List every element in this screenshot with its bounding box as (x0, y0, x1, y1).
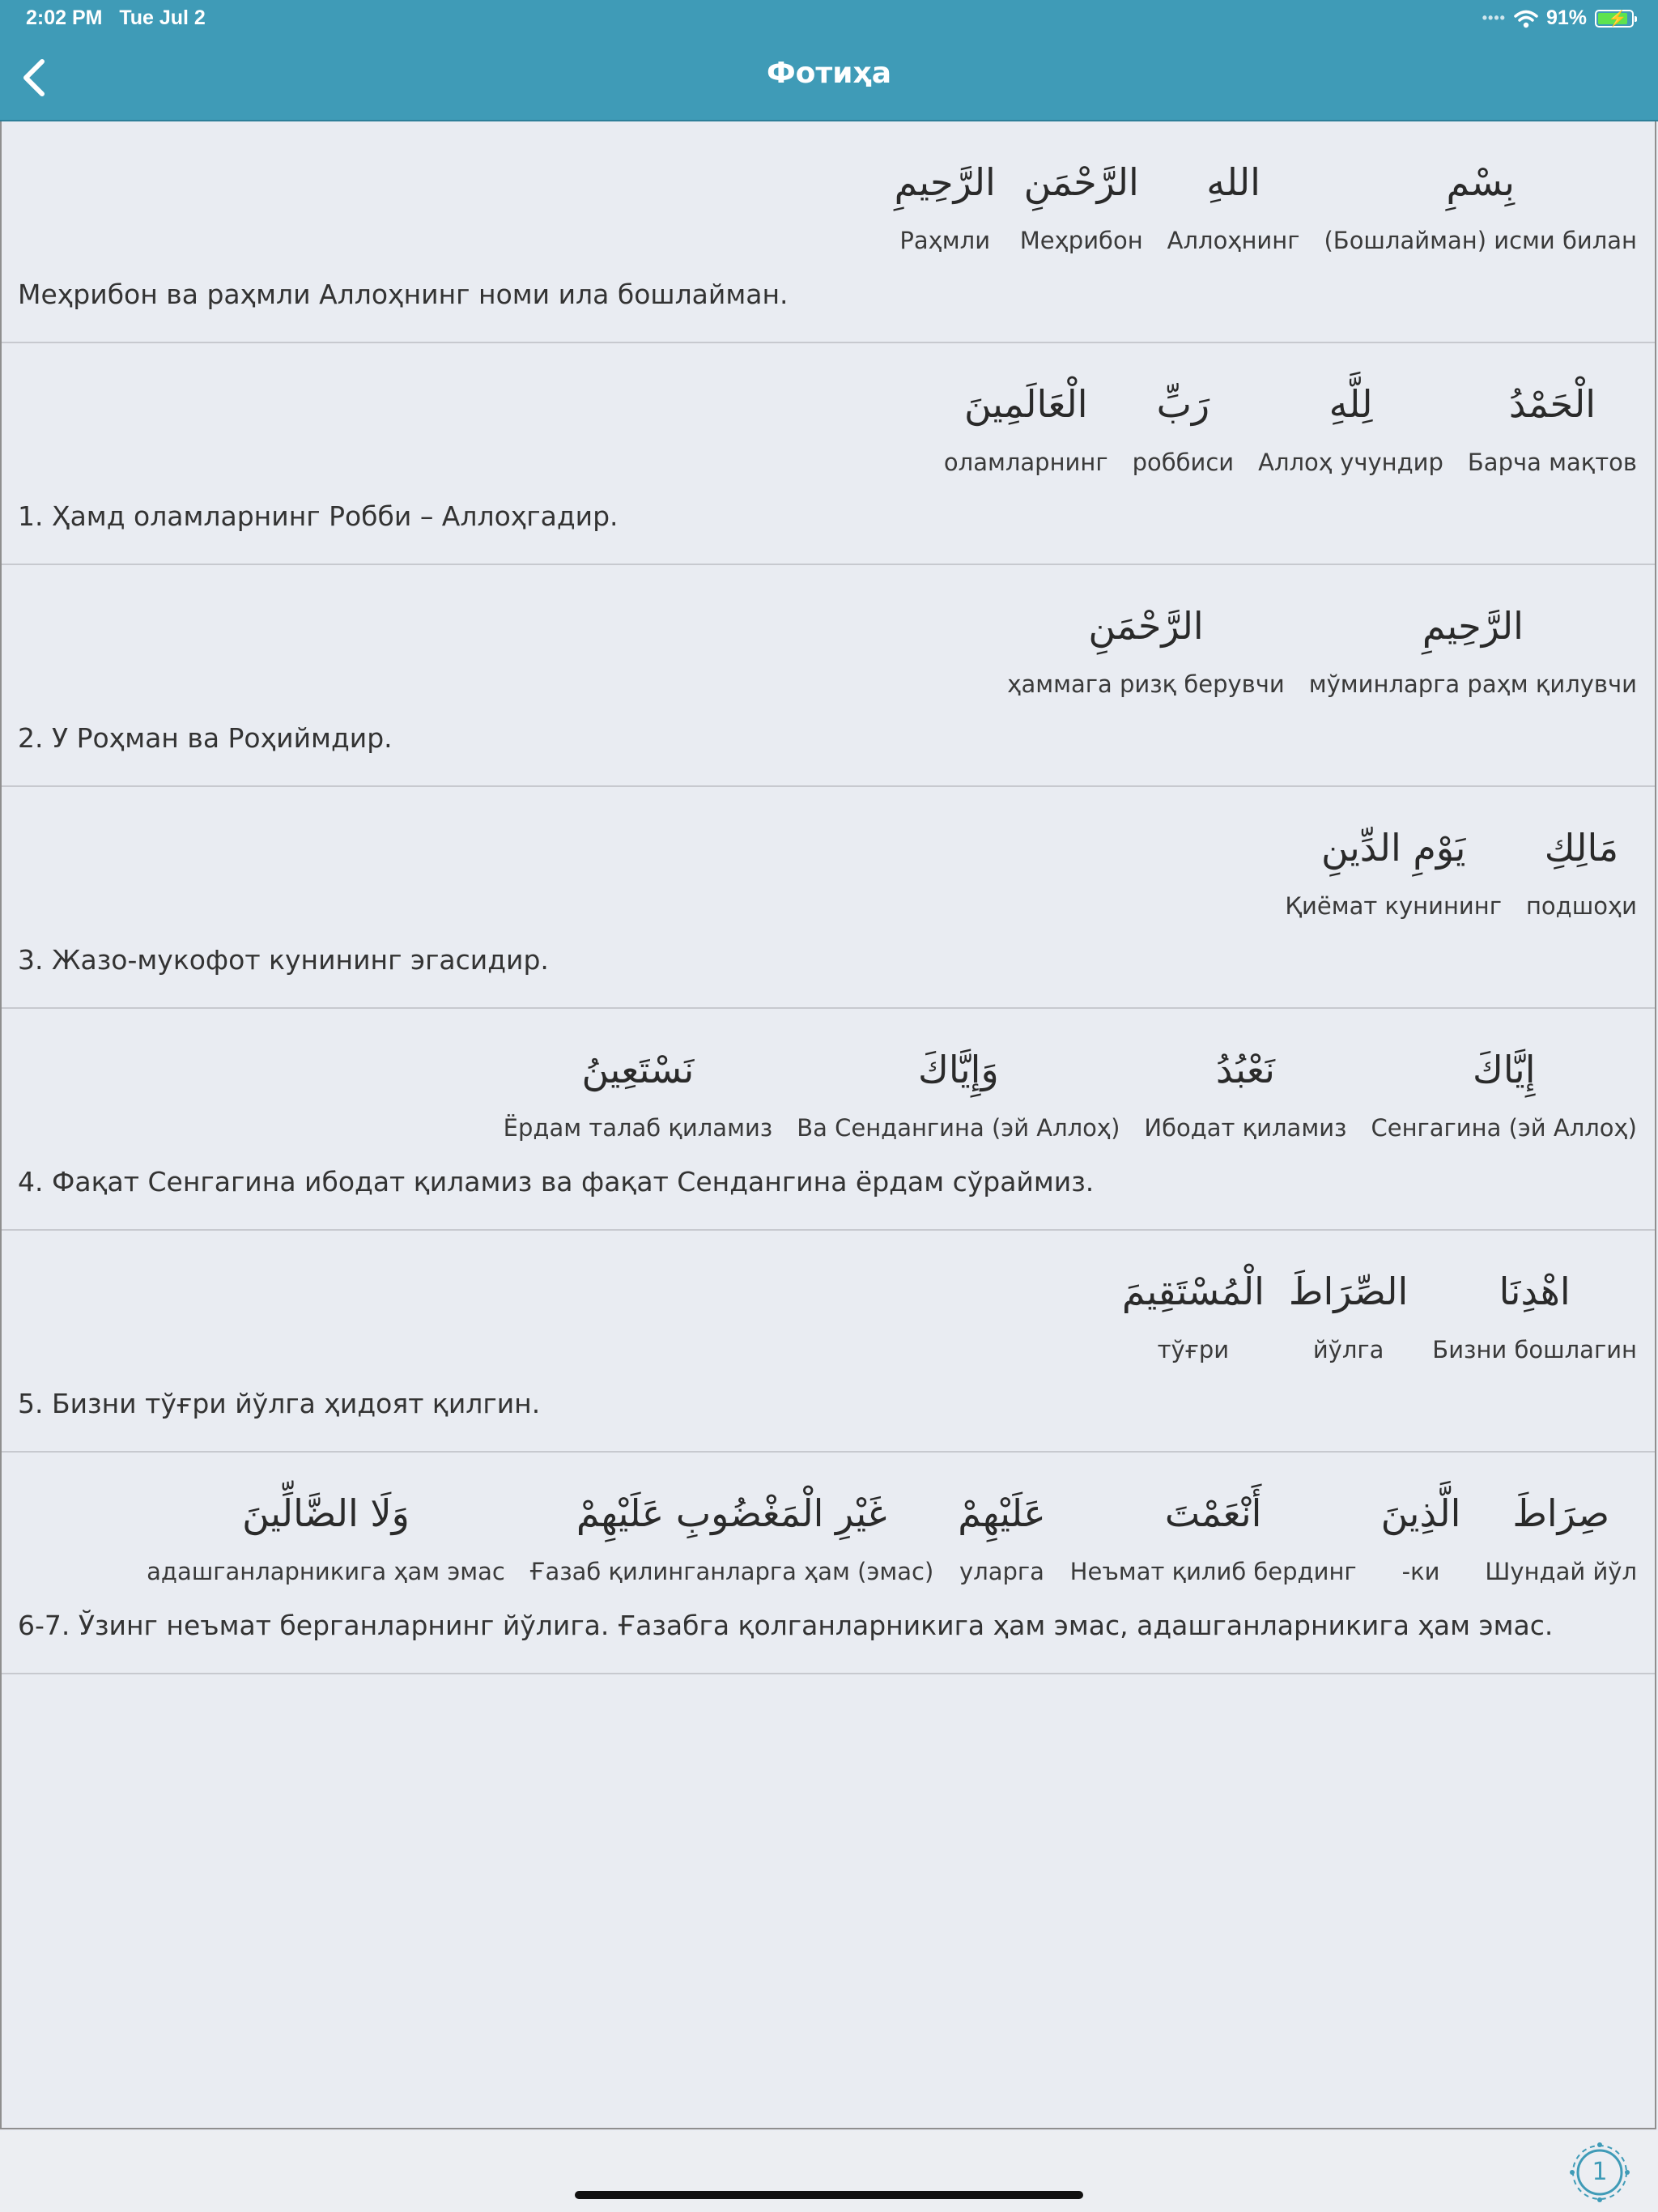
ayah-row[interactable] (2, 121, 1655, 343)
word-item[interactable] (1144, 1040, 1346, 1142)
word-item[interactable] (1324, 152, 1637, 254)
word-translation: Ибодат қиламиз (1144, 1114, 1347, 1142)
ayah-row[interactable] (2, 565, 1655, 787)
word-by-word-list (1285, 818, 1637, 920)
arabic-word: وَإِيَّاكَ (917, 1048, 999, 1091)
word-item[interactable] (1468, 374, 1637, 476)
arabic-word: يَوْمِ الدِّينِ (1320, 826, 1466, 870)
word-translation: подшоҳи (1525, 892, 1637, 920)
arabic-word: نَعْبُدُ (1215, 1048, 1275, 1091)
arabic-word: الْحَمْدُ (1508, 382, 1596, 426)
arabic-word: الَّذِينَ (1380, 1491, 1461, 1535)
arabic-word: اللهِ (1206, 160, 1261, 204)
word-translation: (Бошлайман) исми билан (1324, 227, 1637, 254)
ayah-translation: 5. Бизни тўғри йўлга ҳидоят қилгин. (18, 1388, 541, 1419)
word-translation: оламларнинг (943, 449, 1108, 476)
word-by-word-list (504, 1040, 1637, 1142)
word-translation: Раҳмли (899, 227, 991, 254)
word-by-word-list (895, 152, 1637, 254)
page-number-button[interactable] (1569, 2142, 1630, 2203)
word-translation: Шундай йўл (1485, 1558, 1637, 1585)
arabic-word: الْمُسْتَقِيمَ (1121, 1270, 1265, 1313)
arabic-word: صِرَاطَ (1512, 1491, 1610, 1535)
ayah-row[interactable] (2, 1231, 1655, 1453)
word-item[interactable] (1526, 818, 1637, 920)
word-translation: мўминларга раҳм қилувчи (1308, 670, 1637, 698)
arabic-word: غَيْرِ الْمَغْضُوبِ عَلَيْهِمْ (576, 1491, 887, 1535)
word-translation: ҳаммага ризқ берувчи (1007, 670, 1285, 698)
word-translation: -ки (1401, 1558, 1440, 1585)
arabic-word: عَلَيْهِمْ (958, 1491, 1046, 1535)
page-title: Фотиҳа (766, 57, 892, 90)
word-translation: йўлга (1312, 1336, 1384, 1363)
arabic-word: الصِّرَاطَ (1288, 1270, 1409, 1313)
battery-icon: ⚡ (1595, 10, 1634, 28)
word-item[interactable] (958, 1483, 1045, 1585)
wifi-icon (1514, 9, 1538, 28)
word-item[interactable] (1285, 818, 1502, 920)
word-translation: Неъмат қилиб бердинг (1069, 1558, 1357, 1585)
ayah-row[interactable] (2, 787, 1655, 1009)
arabic-word: اهْدِنَا (1499, 1270, 1571, 1313)
word-item[interactable] (1167, 152, 1300, 254)
ayah-translation: 1. Ҳамд оламларнинг Робби – Аллоҳгадир. (18, 500, 619, 532)
word-item[interactable] (1007, 596, 1284, 698)
word-translation: Ва Сендангина (эй Аллоҳ) (797, 1114, 1120, 1142)
word-item[interactable] (1020, 152, 1143, 254)
word-translation: роббиси (1132, 449, 1235, 476)
arabic-word: إِيَّاكَ (1472, 1048, 1536, 1091)
ayah-row[interactable] (2, 1453, 1655, 1674)
word-translation: Меҳрибон (1019, 227, 1143, 254)
word-item[interactable] (944, 374, 1108, 476)
ayah-translation: 3. Жазо-мукофот кунининг эгасидир. (18, 944, 549, 976)
word-item[interactable] (1258, 374, 1443, 476)
word-item[interactable] (895, 152, 996, 254)
word-item[interactable] (1371, 1040, 1637, 1142)
status-time: 2:02 PM Tue Jul 2 (26, 6, 206, 29)
battery-percent: 91% (1545, 6, 1587, 29)
word-item[interactable] (529, 1483, 933, 1585)
word-item[interactable] (1381, 1483, 1461, 1585)
word-item[interactable] (1432, 1261, 1637, 1363)
status-date: Tue Jul 2 (119, 6, 206, 29)
page-number: 1 (1592, 2158, 1608, 2186)
signal-dots-icon: •••• (1482, 10, 1506, 26)
word-item[interactable] (1289, 1261, 1408, 1363)
arabic-word: رَبِّ (1156, 382, 1210, 426)
word-translation: Аллоҳнинг (1167, 227, 1300, 254)
word-translation: Ёрдам талаб қиламиз (503, 1114, 773, 1142)
word-translation: адашганларникига ҳам эмас (147, 1558, 505, 1585)
word-by-word-list (944, 374, 1637, 476)
word-translation: Сенгагина (эй Аллоҳ) (1371, 1114, 1637, 1142)
word-item[interactable] (504, 1040, 773, 1142)
ayah-translation: 4. Фақат Сенгагина ибодат қиламиз ва фақат Сендангина ёрдам сўраймиз. (18, 1166, 1095, 1197)
arabic-word: الْعَالَمِينَ (963, 382, 1088, 426)
word-by-word-list (147, 1483, 1637, 1585)
arabic-word: مَالِكِ (1544, 826, 1619, 870)
word-item[interactable] (797, 1040, 1120, 1142)
ayah-row[interactable] (2, 1009, 1655, 1231)
word-translation: уларга (959, 1558, 1044, 1585)
arabic-word: الرَّحْمَنِ (1023, 160, 1139, 204)
word-translation: Қиёмат кунининг (1285, 892, 1502, 920)
ayah-translation: Меҳрибон ва раҳмли Аллоҳнинг номи ила бошлайман. (18, 279, 789, 310)
ayah-row[interactable] (2, 343, 1655, 565)
word-translation: Аллоҳ учундир (1258, 449, 1443, 476)
bottom-bar (0, 2131, 1658, 2212)
word-item[interactable] (1485, 1483, 1637, 1585)
header-bar (0, 0, 1658, 121)
word-item[interactable] (1133, 374, 1235, 476)
word-item[interactable] (1122, 1261, 1265, 1363)
word-by-word-list (1007, 596, 1637, 698)
arabic-word: أَنْعَمْتَ (1164, 1491, 1262, 1535)
ayah-translation: 2. У Роҳман ва Роҳиймдир. (18, 722, 393, 754)
ayah-translation: 6-7. Ўзинг неъмат берганларнинг йўлига. Ғазабга қолганларникига ҳам эмас, адашганларникига ҳам эмас. (18, 1610, 1554, 1641)
ayah-list[interactable] (0, 121, 1656, 2129)
word-translation: Барча мақтов (1467, 449, 1637, 476)
arabic-word: الرَّحِيمِ (1422, 604, 1524, 648)
arabic-word: نَسْتَعِينُ (581, 1048, 695, 1091)
arabic-word: وَلَا الضَّالِّينَ (242, 1491, 410, 1535)
home-indicator[interactable] (575, 2191, 1083, 2199)
word-item[interactable] (147, 1483, 505, 1585)
arabic-word: بِسْمِ (1446, 160, 1515, 204)
word-item[interactable] (1309, 596, 1637, 698)
word-translation: тўғри (1157, 1336, 1230, 1363)
word-translation: Бизни бошлагин (1432, 1336, 1637, 1363)
word-translation: Ғазаб қилинганларга ҳам (эмас) (529, 1558, 934, 1585)
word-by-word-list (1122, 1261, 1637, 1363)
word-item[interactable] (1070, 1483, 1357, 1585)
arabic-word: لِلَّهِ (1329, 382, 1373, 426)
arabic-word: الرَّحْمَنِ (1088, 604, 1204, 648)
arabic-word: الرَّحِيمِ (894, 160, 996, 204)
status-indicators (1482, 6, 1634, 30)
